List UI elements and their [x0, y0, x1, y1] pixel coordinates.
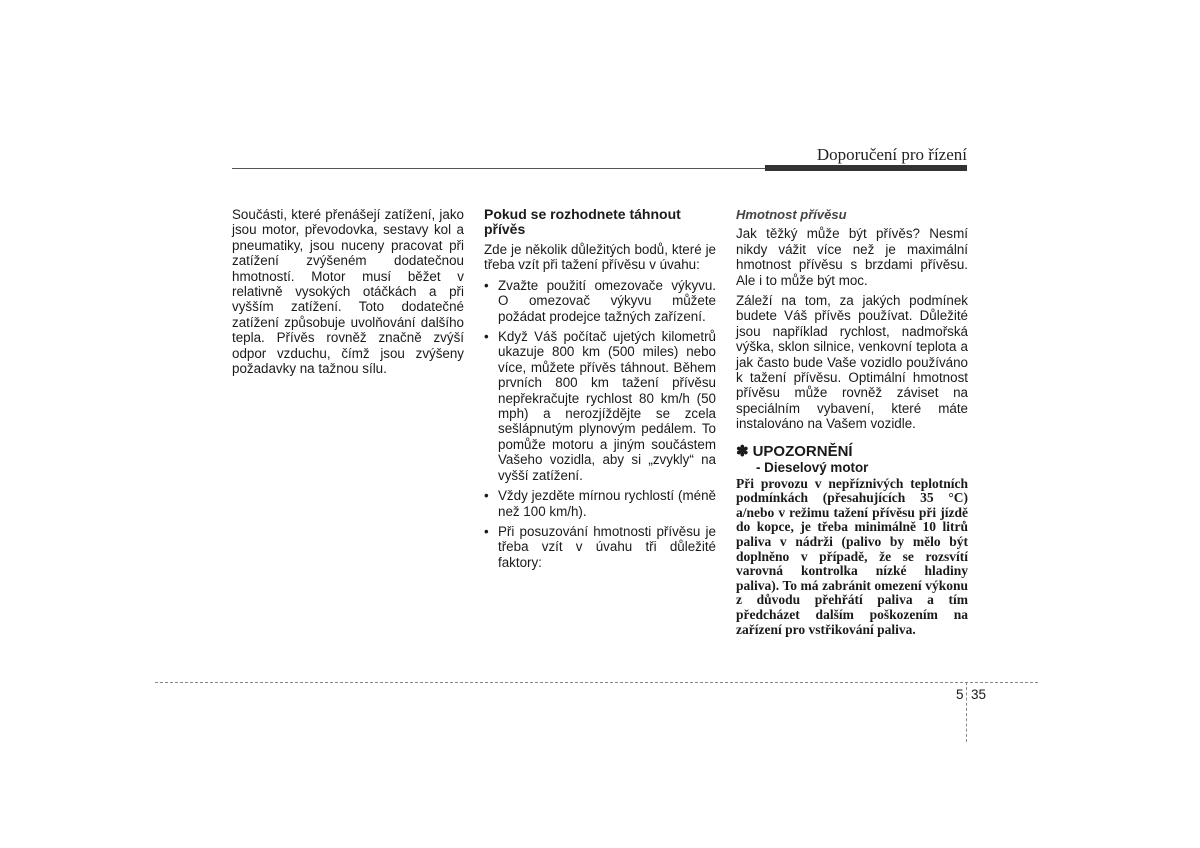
- section-number: 5: [956, 687, 964, 702]
- bullet-icon: •: [484, 329, 489, 345]
- warning-heading: [736, 444, 968, 460]
- warning-title: UPOZORNĚNÍ: [752, 442, 853, 460]
- paragraph-load-components: Součásti, které přenášejí zatížení, jako jsou motor, převodovka, sestavy kol a pneumatiky, jsou nuceny pracovat při zatížení zvýšeném dodatečnou hmotností. Motor musí běžet v relativně vysokých otáčkách a při vyšším zatížení. Toto dodatečné zatížení způsobuje uvolňování dalšího tepla. Přívěs rovněž značně zvýší odpor vzduchu, čímž jsou zvýšeny požadavky na tažnou sílu.: [232, 207, 464, 377]
- list-item: [484, 329, 716, 483]
- paragraph-intro: Zde je několik důležitých bodů, které je třeba vzít při tažení přívěsu v úvahu:: [484, 242, 716, 273]
- paragraph-weight-2: Záleží na tom, za jakých podmínek budete Váš přívěs používat. Důležité jsou například rychlost, nadmořská výška, sklon silnice, venkovní teplota a jak často bude Vaše vozidlo používáno k tažení přívěsu. Optimální hmotnost přívěsu může rovněž záviset na speciálním vybavení, které máte instalováno na Vašem vozidle.: [736, 293, 968, 432]
- paragraph-weight-1: Jak těžký může být přívěs? Nesmí nikdy vážit více než je maximální hmotnost přívěsu s brzdami přívěsu. Ale i to může být moc.: [736, 226, 968, 288]
- list-item-text: Zvažte použití omezovače výkyvu. O omezovač výkyvu můžete požádat prodejce tažných zařízení.: [498, 277, 716, 324]
- list-item-text: Vždy jezděte mírnou rychlostí (méně než 100 km/h).: [498, 488, 716, 519]
- list-item: [484, 278, 716, 324]
- warning-body: Při provozu v nepříznivých teplotních podmínkách (přesahujících 35 °C) a/nebo v režimu tažení přívěsu při jízdě do kopce, je třeba minimálně 10 litrů paliva v nádrži (palivo by mělo být doplněno v případě, že se rozsvítí varovná kontrolka nízké hladiny paliva). To má zabránit omezení výkonu z důvodu přehřátí paliva a tím předcházet dalším poškozením na zařízení pro vstřikování paliva.: [736, 475, 968, 637]
- list-item: [484, 524, 716, 570]
- asterisk-icon: ✽: [736, 442, 749, 460]
- bullet-icon: •: [484, 277, 489, 293]
- column-left: [232, 207, 464, 381]
- bullet-icon: •: [484, 523, 489, 539]
- page-number: 35: [971, 687, 987, 702]
- page-header-title: Doporučení pro řízení: [816, 145, 967, 164]
- header-rule-accent: [765, 165, 967, 171]
- footer-divider: [966, 682, 967, 742]
- bullet-icon: •: [484, 488, 489, 504]
- list-item-text: Když Váš počítač ujetých kilometrů ukazuje 800 km (500 miles) nebo více, můžete přívěs táhnout. Během prvních 800 km tažení přívěsu nepřekračujte rychlost 80 km/h (50 mph) a nerozjíždějte se zcela sešlápnutým plynovým pedálem. To pomůže motoru a jiným součástem Vašeho vozidla, aby si „zvykly“ na vyšší zatížení.: [498, 329, 716, 483]
- list-item-text: Při posuzování hmotnosti přívěsu je třeba vzít v úvahu tři důležité faktory:: [498, 523, 716, 570]
- footer-rule: [155, 682, 1038, 683]
- section-title-trailer: Pokud se rozhodnete táhnout přívěs: [484, 206, 681, 237]
- column-right: [736, 207, 968, 637]
- warning-subtitle: - Dieselový motor: [756, 459, 869, 475]
- list-item: [484, 488, 716, 519]
- bullet-list: [484, 278, 716, 570]
- subtitle-trailer-weight: Hmotnost přívěsu: [736, 207, 847, 222]
- column-middle: [484, 207, 716, 575]
